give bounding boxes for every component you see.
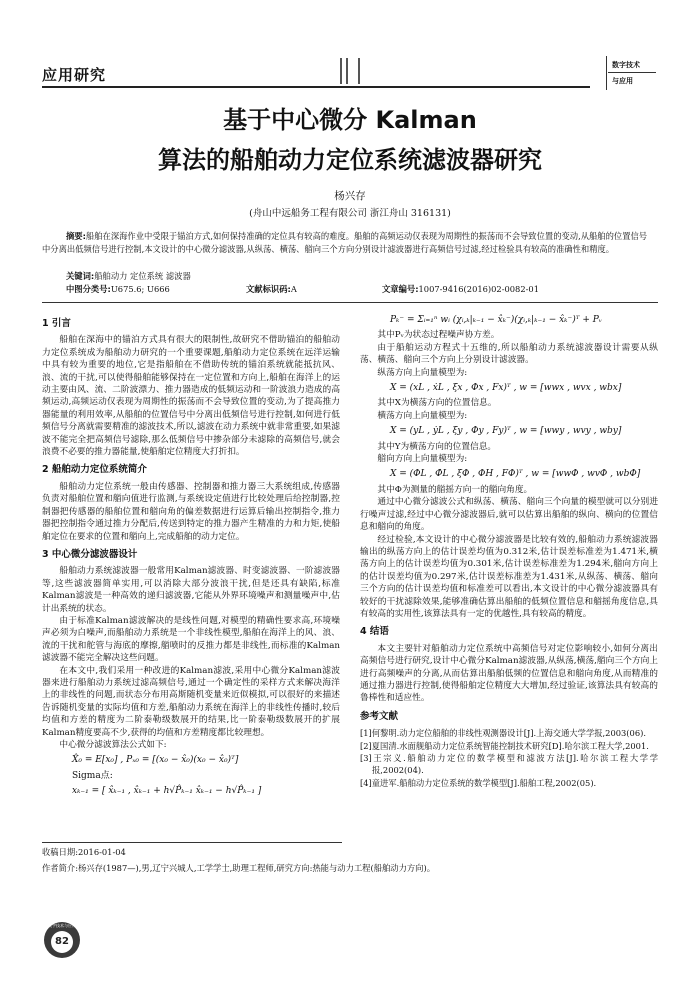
reference-item: [2]夏国清.水面舰船动力定位系统智能控制技术研究[D].哈尔滨工程大学,2001. — [360, 740, 649, 751]
article-value: 1007-9416(2016)02-0082-01 — [418, 284, 539, 294]
doc-label: 文献标识码: — [246, 284, 291, 294]
reference-list — [360, 727, 658, 789]
paragraph: 船舶动力系统滤波器一般常用Kalman滤波器、时变滤波器、一阶滤波器等,这些滤波器简单实用,可以消除大部分波浪干扰,但是还具有缺陷,标准Kalman滤波是一种高效的递归滤波器,它能从外界环境噪声和测量噪声中,估计出系统的状态。 — [42, 566, 340, 614]
paragraph: 本文主要针对船舶动力定位系统中高频信号对定位影响较小,如何分离出高频信号进行研究,设计中心微分Kalman滤波器,从纵荡,横荡,艏向三个方向上进行高频噪声的分离,从而估算出船舶低频的位置信息和艏向角度,从而精准的通过推力器进行控制,使得船舶定位精度大大增加,经过验证,该算法具有较高的鲁棒性和适应性。 — [360, 643, 658, 704]
abstract-label: 摘要: — [66, 231, 86, 241]
journal-logo — [598, 56, 658, 90]
left-column — [42, 312, 340, 801]
keywords — [66, 270, 191, 282]
reference-item: [1]何黎明.动力定位船舶的非线性观测器设计[J].上海交通大学学报,2003(06). — [360, 728, 646, 739]
abstract-separator — [42, 302, 658, 303]
author: 杨兴存 — [334, 190, 366, 202]
paragraph: 由于船舶运动方程式十五维的,所以船舶动力系统滤波器设计需要从纵荡、横荡、艏向三个方向上分别设计滤波器。 — [360, 342, 658, 366]
equation: X = (xL , ẋL , ξx , Φx , Fx)ᵀ , w = [wwx , wvx , wbx] — [390, 383, 622, 394]
paragraph: 横荡方向上向量模型为: — [377, 410, 468, 421]
article-number — [382, 283, 539, 295]
paragraph: 在本文中,我们采用一种改进的Kalman滤波,采用中心微分Kalman滤波器来进行船舶动力系统过滤高频信号,通过一个确定性的采样方式来解决海洋上的非线性的问题,而状态分布用高斯随机变量来近似模拟,可以很好的来描述告诉随机变量的实际均值和方差,船舶动力系统在海洋上的非线性传播时,较后均值和方差的精度为二阶泰勒级数展开的结果,比一阶泰勒级数展开的扩展Kalman精度要高不少,获得的均值和方差精度都比较理想。 — [42, 665, 340, 738]
section-heading: 2 船舶动力定位系统简介 — [42, 464, 147, 476]
abstract — [42, 230, 654, 256]
author-bio: 作者简介:杨兴存(1987—),男,辽宁兴城人,工学学士,助理工程师,研究方向:热能与动力工程(船舶动力方向)。 — [42, 863, 436, 873]
clc-value: U675.6; U666 — [110, 284, 170, 294]
received-date: 收稿日期:2016-01-04 — [42, 847, 126, 857]
header-decoration — [340, 58, 366, 84]
logo-line-1: 数字技术 — [612, 61, 640, 69]
badge-text: 数字技术与应用 — [48, 923, 76, 928]
doc-value: A — [290, 284, 297, 294]
affiliation: (舟山中远船务工程有限公司 浙江舟山 316131) — [249, 208, 451, 219]
section-heading: 4 结语 — [360, 626, 389, 638]
clc-number — [66, 283, 170, 295]
paragraph: 其中X为横荡方向的位置信息。 — [377, 398, 497, 409]
paragraph: 其中Φ为测量的艏摇方向一的艏向角度。 — [377, 484, 533, 495]
section-title: 应用研究 — [42, 66, 107, 84]
paragraph: 其中Y为横荡方向的位置信息。 — [377, 441, 497, 452]
equation: xₖ₋₁ = [ x̂ₖ₋₁ , x̂ₖ₋₁ + h√P̂ₖ₋₁ x̂ₖ₋₁ − h√P̂ₖ₋₁ ] — [72, 786, 262, 797]
document-code — [246, 283, 297, 295]
equation: X = (yL , ẏL , ξy , Φy , Fy)ᵀ , w = [wwy , wvy , wby] — [390, 426, 622, 437]
keywords-text: 船舶动力 定位系统 滤波器 — [94, 271, 191, 281]
page-number-badge — [44, 922, 80, 958]
paragraph: 其中Pᵥ为状态过程噪声协方差。 — [377, 330, 500, 341]
paper-title-line-2: 算法的船舶动力定位系统滤波器研究 — [158, 146, 542, 174]
page-number: 82 — [51, 931, 73, 953]
keywords-label: 关键词: — [66, 271, 95, 281]
paragraph: 纵荡方向上向量模型为: — [377, 367, 468, 378]
right-column — [360, 312, 658, 789]
equation: X = (ΦL , Φ̇L , ξΦ , ΦH , FΦ)ᵀ , w = [wwΦ , wvΦ , wbΦ] — [390, 469, 641, 480]
clc-label: 中图分类号: — [66, 284, 111, 294]
footnote-rule — [42, 842, 342, 843]
equation-label: Sigma点: — [72, 770, 113, 781]
abstract-text: 船舶在深海作业中受限于锚泊方式,如何保持准确的定位具有较高的难度。船舶的高频运动仅表现为周期性的振荡而不会导致位置的变动,从船舶的位置信号中分离出低频信号进行控制,本文设计的中心微分滤波器,从纵荡、横荡、艏向三个方向分别设计滤波器进行高频信号过滤,经过检验具有较高的准确性和精度。 — [42, 231, 648, 254]
paper-title-line-1: 基于中心微分 Kalman — [223, 106, 477, 134]
section-heading: 1 引言 — [42, 318, 71, 329]
logo-line-2: 与应用 — [612, 77, 633, 85]
paragraph: 经过检验,本文设计的中心微分滤波器是比较有效的,船舶动力系统滤波器输出的纵荡方向上的估计误差均值为0.312米,估计误差标准差为1.471米,横荡方向上的估计误差均值为0.301米,估计误差标准差为1.294米,艏向方向上的估计误差均值为0.297米,估计误差标准差为1.431米,从纵荡、横荡、艏向三个方向的估计误差均值和标准差可以看出,本文设计的中心微分滤波器具有较好的干扰滤除效果,能够准确估算出船舶的低频位置信息和艏摇角度信息,具有较高的实用性,该算法具有一定的优越性,具有较高的精度。 — [360, 534, 658, 619]
article-label: 文章编号: — [382, 284, 419, 294]
header-rule — [42, 86, 590, 88]
paragraph: 中心微分滤波算法公式如下: — [59, 740, 167, 750]
paragraph: 艏向方向上向量模型为: — [377, 454, 468, 465]
references-heading: 参考文献 — [360, 710, 399, 722]
paragraph: 船舶在深海中的锚泊方式具有很大的限制性,故研究不借助锚泊的船舶动力定位系统成为船舶动力研究的一个重要课题,船舶动力定位系统在远洋运输中具有较为重要的地位,它是指船舶在不借助传统的锚泊系统就能抵抗风、浪、流的干扰,可以使得船舶能够保持在一定位置和方向上,船舶在海洋上的运动主要由风、流、二阶波漂力、推力器造成的低频运动和一阶波浪力造成的高频运动,高频运动仅表现为周期性的振荡而不会导致位置的变动,为了提高推力器能量的利用效率,从船舶的位置信号中分离出低频信号进行控制,如何进行低频信号分离就需要精准的滤波技术,所以,滤波在动力系统中就非常重要,如果滤波不能完全把高频信号滤除,那么低频信号中掺杂部分未滤除的高频信号,就会浪费不必要的推力器能量,使船舶定位精度大打折扣。 — [42, 335, 340, 458]
section-heading: 3 中心微分滤波器设计 — [42, 548, 138, 560]
paragraph: 船舶动力定位系统一般由传感器、控制器和推力器三大系统组成,传感器负责对船舶位置和艏向值进行监测,与系统设定值进行比较处理后给控制器,控制器把传感器的船舶位置和艏向角的偏差数据进行运算后输出控制指令,推力器把控制指令通过推力分配后,传送到特定的推力器产生精准的力和力矩,使船舶定位在要求的位置和艏向上,完成船舶的动力定位。 — [42, 481, 340, 542]
equation: Pₖ⁻ = Σᵢ₌₁ⁿ wᵢ (χᵢ,ₖ|ₖ₋₁ − x̂ₖ⁻)(χᵢ,ₖ|ₖ₋₁ − x̂ₖ⁻)ᵀ + Pᵥ — [390, 315, 603, 325]
paragraph: 由于标准Kalman滤波解决的是线性问题,对模型的精确性要求高,环境噪声必须为白噪声,而船舶动力系统是一个非线性模型,船舶在海洋上的风、浪、流的干扰和舵管与海底的摩擦,艏喷时的反推力都是非线性,而标准的Kalman滤波器不能完全解决这些问题。 — [42, 615, 340, 664]
reference-item: [3]王宗义.船舶动力定位的数学模型和滤波方法[J].哈尔滨工程大学学报,2002(04). — [360, 753, 658, 776]
equation: X̂₀ = E[x₀] , Pₓ₀ = [(x₀ − x̂₀)(x₀ − x̂₀)ᵀ] — [72, 755, 239, 766]
paragraph: 通过中心微分滤波公式和纵荡、横荡、艏向三个向量的模型就可以分别进行噪声过滤,经过中心微分滤波器后,就可以估算出船舶的纵向、横向的位置信息和艏向的角度。 — [360, 497, 658, 533]
reference-item: [4]童进军.船舶动力定位系统的数学模型[J].船舶工程,2002(05). — [360, 777, 597, 788]
